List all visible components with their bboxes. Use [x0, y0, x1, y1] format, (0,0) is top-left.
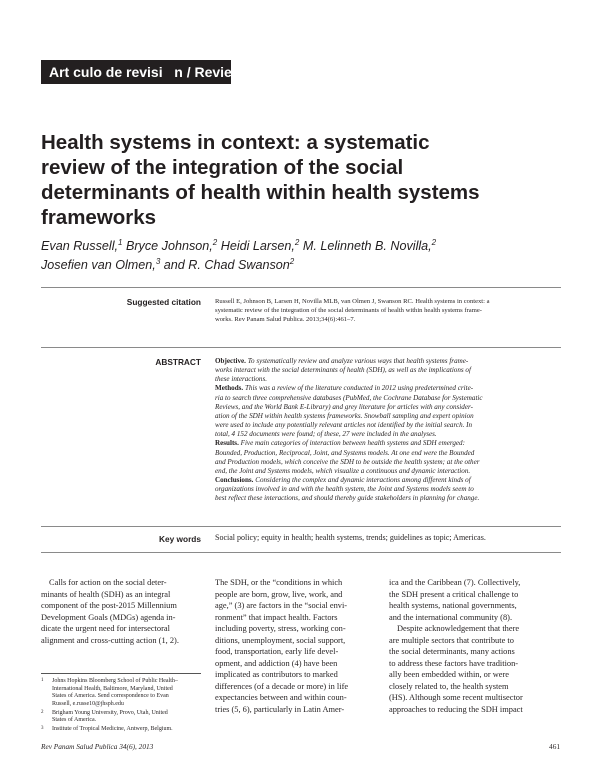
divider: [41, 552, 561, 553]
body-column-1: [41, 577, 201, 646]
body-line: ditions, unemployment, social support,: [215, 635, 346, 645]
body-line: opment, and addiction (4) have been: [215, 658, 338, 668]
author-line: [41, 237, 561, 256]
body-line: are multiple sectors that contribute to: [389, 635, 514, 645]
abstract-text: best reflect these interactions, and should thereby guide stakeholders in planning for change.: [215, 494, 480, 503]
keywords-label: Key words: [159, 534, 201, 544]
body-line: ica and the Caribbean (7). Collectively,: [389, 578, 521, 587]
author-line: [41, 256, 561, 275]
body-line: Development Goals (MDGs) agenda in-: [41, 612, 176, 622]
body-line: minants of health (SDH) as an integral: [41, 589, 171, 599]
citation-line: works. Rev Panam Salud Publica. 2013;34(6):461–7.: [215, 316, 356, 323]
body-line: closely related to, the health system: [389, 681, 509, 691]
footnote-number: 1: [41, 678, 44, 683]
author-list: [41, 237, 561, 275]
keywords-text: Social policy; equity in health; health systems, trends; guidelines as topic; Americas.: [215, 533, 486, 542]
footnote: [41, 726, 201, 734]
abstract-text: end, the Joint and Systems models, which visualize a continuous and dynamic interaction.: [215, 466, 471, 475]
abstract-text: organizations involved in and with the health system, the Joint and Systems models seem to: [215, 485, 474, 494]
body-line: expectancies between and within coun-: [215, 693, 347, 702]
body-line: the social determinants, many actions: [389, 647, 515, 656]
footnote-line: International Health, Baltimore, Maryland, United: [52, 685, 173, 692]
article-title: [41, 130, 491, 230]
body-line: (HS). Although some recent multisector: [389, 693, 523, 702]
author-name: and R. Chad Swanson: [160, 258, 290, 272]
citation-line: systematic review of the integration of the social determinants of health within health systems frame-: [215, 307, 482, 314]
abstract-line: [215, 403, 561, 412]
body-column-2: [215, 577, 380, 715]
author-name: Bryce Johnson,: [122, 239, 213, 253]
body-line: The SDH, or the “conditions in which: [215, 578, 343, 587]
affiliation-mark: 3: [155, 256, 161, 266]
body-line: ronment” that impact health. Factors: [215, 612, 338, 622]
body-line: and the international community (8).: [389, 612, 513, 622]
abstract-text: To systematically review and analyze various ways that health systems frame-: [245, 357, 469, 365]
abstract-text: This was a review of the literature conducted in 2012 using predetermined crite-: [243, 384, 474, 393]
body-line: ally been embedded within, or were: [389, 670, 509, 679]
abstract-line: [215, 421, 561, 430]
footnote-number: 2: [41, 709, 44, 715]
abstract-line: [215, 467, 561, 476]
affiliation-mark: 2: [289, 256, 295, 266]
abstract-line: [215, 439, 561, 448]
body-line: to address these factors have tradition-: [389, 658, 519, 668]
abstract-text: Reviews, and the World Bank E-Library) and grey literature for articles with any consider-: [215, 402, 473, 411]
footnote-line: Institute of Tropical Medicine, Antwerp, Belgium.: [52, 726, 173, 732]
footnote-line: Johns Hopkins Bloomberg School of Public Health–: [52, 678, 178, 684]
body-line: alignment and cross-cutting action (1, 2).: [41, 635, 179, 645]
author-name: Heidi Larsen,: [217, 239, 295, 253]
body-line: implicated as contributors to marked: [215, 670, 338, 679]
footnotes: [41, 678, 201, 735]
abstract-label: ABSTRACT: [155, 357, 201, 367]
body-line: tries (5, 6), particularly in Latin Amer-: [215, 704, 345, 714]
journal-reference: Rev Panam Salud Publica 34(6), 2013: [41, 742, 154, 751]
abstract-text: works interact with the social determinants of health (SDH), as well as the implications of: [215, 366, 471, 375]
abstract-heading: Results.: [215, 439, 239, 448]
footnote-line: Russell, e.russe10@jhsph.edu: [52, 700, 124, 707]
abstract-line: [215, 458, 561, 467]
body-line: Calls for action on the social deter-: [49, 578, 167, 587]
affiliation-mark: 2: [212, 237, 218, 247]
title-line: frameworks: [41, 206, 157, 229]
abstract-line: [215, 485, 561, 494]
footnote-line: Brigham Young University, Provo, Utah, United: [52, 709, 168, 716]
abstract-heading: Methods.: [215, 384, 244, 393]
body-line: differences (of a decade or more) in life: [215, 681, 349, 691]
body-line: the SDH present a critical challenge to: [389, 589, 519, 599]
section-tag: Art culo de revisi n / Review: [41, 60, 231, 84]
divider: [41, 347, 561, 348]
divider: [41, 526, 561, 527]
abstract-text: Considering the complex and dynamic interactions among different kinds of: [253, 476, 471, 485]
footnote: [41, 678, 201, 708]
citation-label: Suggested citation: [126, 297, 201, 307]
abstract-line: [215, 412, 561, 421]
affiliation-mark: 1: [118, 237, 123, 247]
abstract-body: [215, 357, 561, 504]
abstract-text: these interactions.: [215, 375, 268, 384]
footnote-line: States of America.: [52, 717, 97, 723]
abstract-text: Five main categories of interaction between health systems and SDH emerged:: [238, 439, 465, 448]
abstract-text: and Production models, which conceive the SDH to be outside the health system; at the other: [215, 457, 480, 466]
author-name: Josefien van Olmen,: [41, 258, 156, 272]
body-line: including poverty, stress, working con-: [215, 624, 346, 633]
abstract-text: Bounded, Production, Reciprocal, Joint, and Systems models. At one end were the Bounded: [215, 448, 475, 457]
abstract-text: ation of the SDH within health systems frameworks. Snowball sampling and expert opinion: [215, 411, 474, 420]
page-number: 461: [549, 742, 560, 751]
abstract-line: [215, 384, 561, 393]
affiliation-mark: 2: [294, 237, 300, 247]
body-line: health systems, national governments,: [389, 601, 517, 610]
body-line: approaches to reducing the SDH impact: [389, 704, 523, 714]
title-line: determinants of health within health systems: [41, 181, 480, 204]
title-line: Health systems in context: a systematic: [41, 131, 430, 154]
abstract-line: [215, 449, 561, 458]
abstract-line: [215, 375, 561, 384]
abstract-line: [215, 476, 561, 485]
abstract-line: [215, 394, 561, 403]
divider: [41, 287, 561, 288]
body-line: Despite acknowledgement that there: [397, 624, 520, 633]
suggested-citation: [215, 297, 561, 324]
citation-line: Russell E, Johnson B, Larsen H, Novilla MLB, van Olmen J, Swanson RC. Health systems in context: a: [215, 298, 490, 305]
author-name: M. Lelinneth B. Novilla,: [299, 239, 432, 253]
abstract-line: [215, 494, 561, 503]
abstract-line: [215, 366, 561, 375]
footnote-number: 3: [41, 726, 44, 731]
abstract-text: total, 4 152 documents were found; of these, 27 were included in the analyses.: [215, 430, 437, 439]
footnote-line: States of America. Send correspondence to Evan: [52, 693, 169, 699]
affiliation-mark: 2: [431, 237, 437, 247]
body-line: food, transportation, early life devel-: [215, 647, 339, 656]
body-line: component of the post-2015 Millennium: [41, 601, 177, 610]
abstract-heading: Conclusions.: [215, 476, 254, 485]
abstract-text: were used to include any potentially relevant articles not identified by the initial search. In: [215, 421, 473, 430]
abstract-line: [215, 357, 561, 366]
body-line: age,” (3) are factors in the “social envi-: [215, 601, 348, 610]
author-name: Evan Russell,: [41, 239, 118, 253]
title-line: review of the integration of the social: [41, 156, 404, 179]
abstract-line: [215, 430, 561, 439]
body-line: people are born, grow, live, work, and: [215, 589, 343, 599]
footnote-divider: [41, 673, 201, 674]
body-line: dicate the urgent need for intersectoral: [41, 624, 170, 633]
footnote: [41, 710, 201, 725]
abstract-heading: Objective.: [215, 357, 246, 365]
abstract-text: ria to search three comprehensive databases (PubMed, the Cochrane Database for Systematic: [215, 393, 483, 402]
body-column-3: [389, 577, 561, 715]
